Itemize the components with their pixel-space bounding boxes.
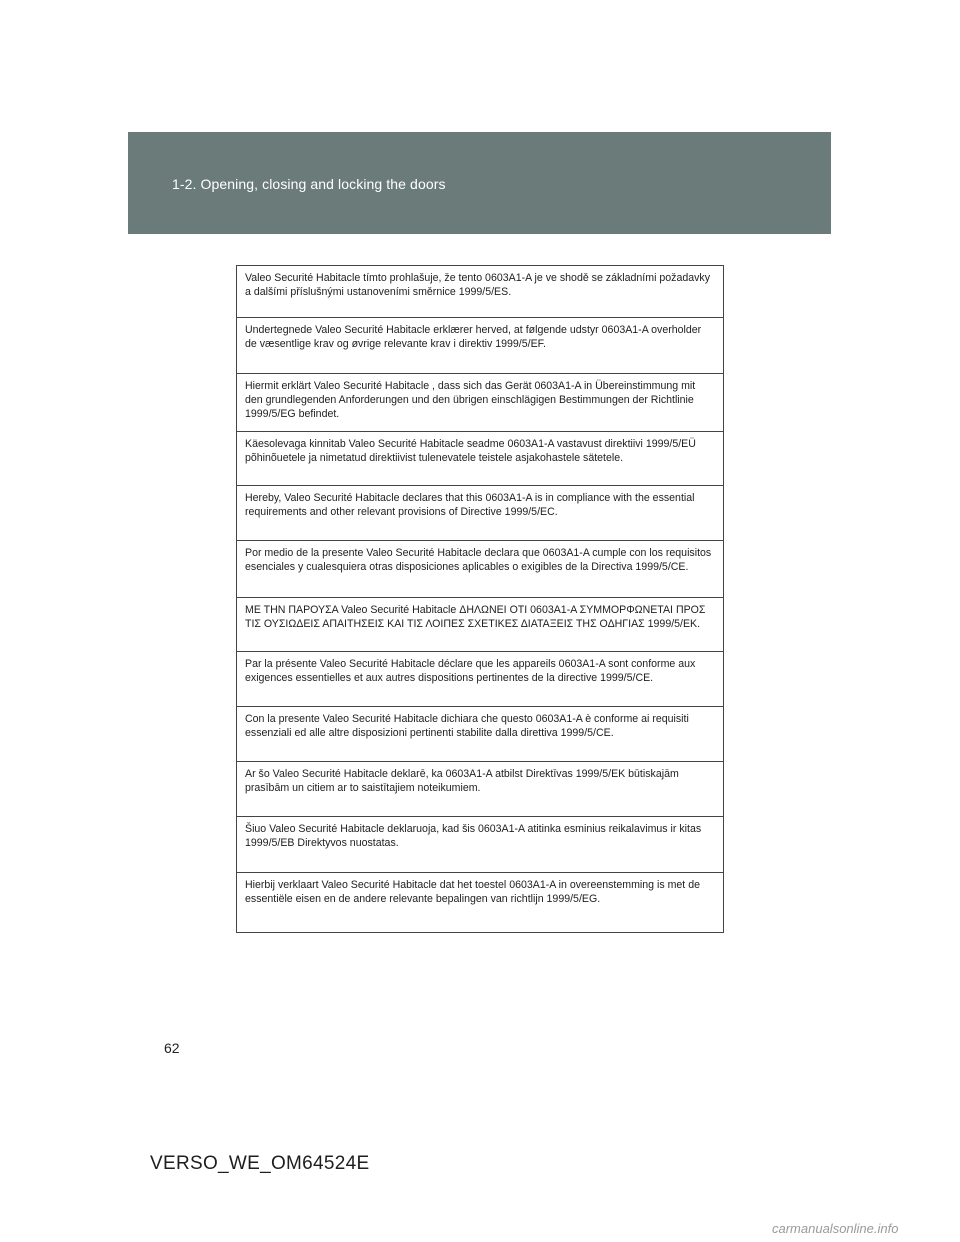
declaration-row-danish: Undertegnede Valeo Securité Habitacle erklærer herved, at følgende udstyr 0603A1-A overholder de væsentlige krav og øvrige relevante krav i direktiv 1999/5/EF. xyxy=(237,317,723,373)
declaration-row-english: Hereby, Valeo Securité Habitacle declares that this 0603A1-A is in compliance with the essential requirements and other relevant provisions of Directive 1999/5/EC. xyxy=(237,485,723,540)
declaration-row-spanish: Por medio de la presente Valeo Securité Habitacle declara que 0603A1-A cumple con los requisitos esenciales y cualesquiera otras disposiciones aplicables o exigibles de la Directiva 1999/5/CE. xyxy=(237,540,723,597)
declaration-row-french: Par la présente Valeo Securité Habitacle déclare que les appareils 0603A1-A sont conforme aux exigences essentielles et aux autres dispositions pertinentes de la directive 1999/5/CE. xyxy=(237,651,723,706)
section-title: 1-2. Opening, closing and locking the doors xyxy=(172,176,446,192)
declaration-row-german: Hiermit erklärt Valeo Securité Habitacle , dass sich das Gerät 0603A1-A in Übereinstimmung mit den grundlegenden Anforderungen und den übrigen einschlägigen Bestimmungen der Richtlinie 1999/5/EG befindet. xyxy=(237,373,723,431)
declaration-row-greek: ΜΕ ΤΗΝ ΠΑΡΟΥΣΑ Valeo Securité Habitacle ΔΗΛΩΝΕΙ ΟΤΙ 0603A1-A ΣΥΜΜΟΡΦΩΝΕΤΑΙ ΠΡΟΣ ΤΙΣ ΟΥΣΙΩΔΕΙΣ ΑΠΑΙΤΗΣΕΙΣ ΚΑΙ ΤΙΣ ΛΟΙΠΕΣ ΣΧΕΤΙΚΕΣ ΔΙΑΤΑΞΕΙΣ ΤΗΣ ΟΔΗΓΙΑΣ 1999/5/ΕΚ. xyxy=(237,597,723,651)
declaration-table xyxy=(236,265,724,933)
declaration-row-estonian: Käesolevaga kinnitab Valeo Securité Habitacle seadme 0603A1-A vastavust direktiivi 1999/5/EÜ põhinõuetele ja nimetatud direktiivist tulenevatele teistele asjakohastele sätetele. xyxy=(237,431,723,485)
declaration-row-lithuanian: Šiuo Valeo Securité Habitacle deklaruoja, kad šis 0603A1-A atitinka esminius reikalavimus ir kitas 1999/5/EB Direktyvos nuostatas. xyxy=(237,816,723,872)
declaration-row-latvian: Ar šo Valeo Securité Habitacle deklarē, ka 0603A1-A atbilst Direktīvas 1999/5/EK būtiskajām prasībām un citiem ar to saistītajiem noteikumiem. xyxy=(237,761,723,816)
declaration-row-dutch: Hierbij verklaart Valeo Securité Habitacle dat het toestel 0603A1-A in overeenstemming is met de essentiële eisen en de andere relevante bepalingen van richtlijn 1999/5/EG. xyxy=(237,872,723,932)
page-number: 62 xyxy=(164,1040,180,1056)
watermark: carmanualsonline.info xyxy=(772,1221,899,1236)
declaration-row-italian: Con la presente Valeo Securité Habitacle dichiara che questo 0603A1-A è conforme ai requisiti essenziali ed alle altre disposizioni pertinenti stabilite dalla direttiva 1999/5/CE. xyxy=(237,706,723,761)
declaration-row-czech: Valeo Securité Habitacle tímto prohlašuje, že tento 0603A1-A je ve shodě se základními požadavky a dalšími příslušnými ustanoveními směrnice 1999/5/ES. xyxy=(245,272,711,299)
section-header-band xyxy=(128,132,831,234)
document-code: VERSO_WE_OM64524E xyxy=(150,1153,370,1174)
